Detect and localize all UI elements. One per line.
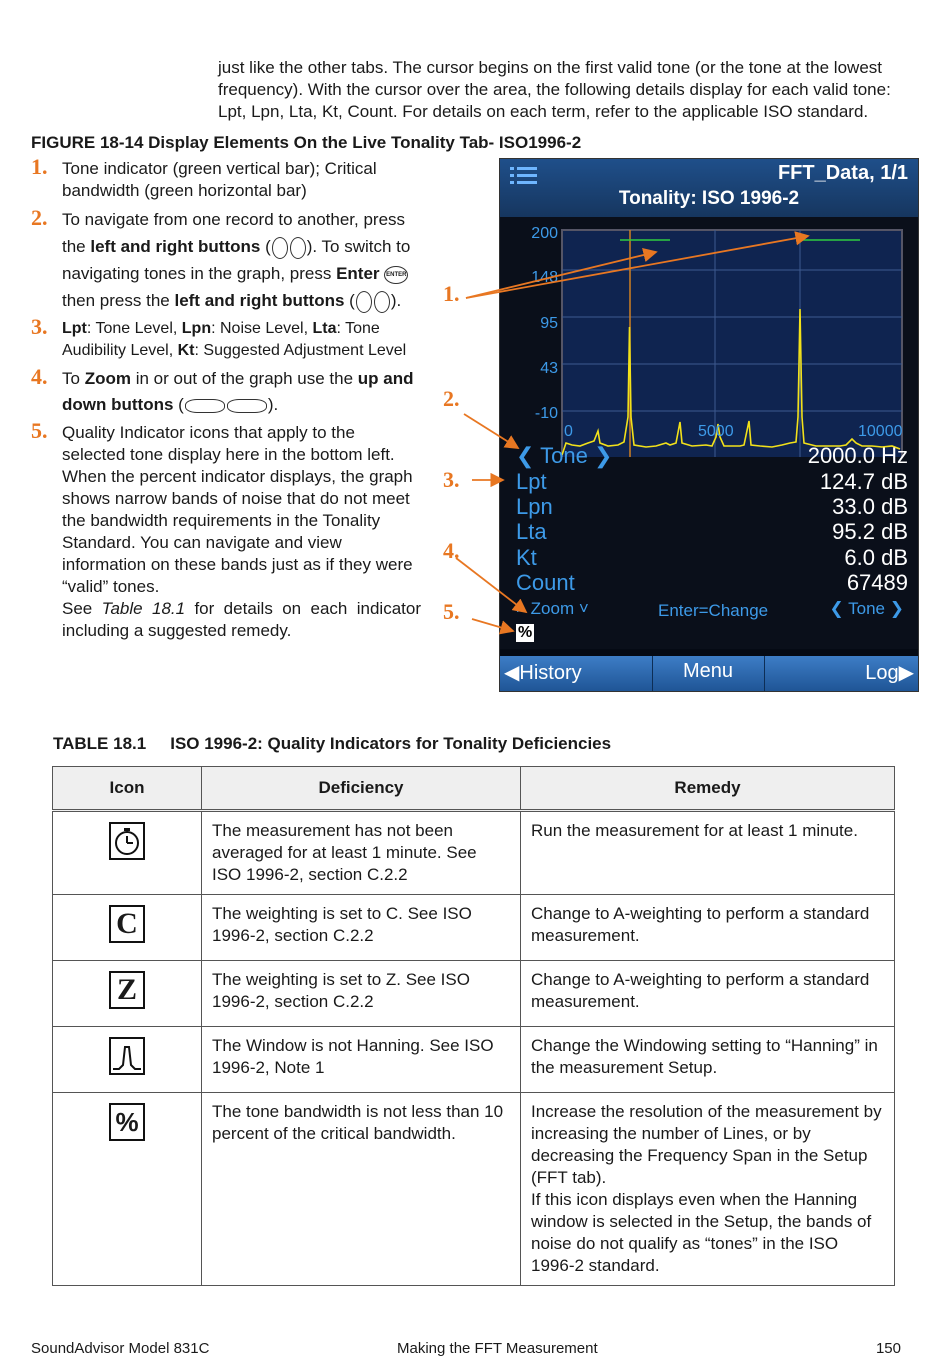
table-row <box>53 811 895 895</box>
page-number: 150 <box>875 1340 901 1357</box>
table-title: ISO 1996-2: Quality Indicators for Tonality Deficiencies <box>170 734 612 753</box>
list-text: : Suggested Adjustment Level <box>194 342 407 359</box>
deficiency-cell: The measurement has not been averaged for at least 1 minute. See ISO 1996-2, section C.2.2 <box>202 811 521 895</box>
table-row <box>53 895 895 961</box>
metric-label: Count <box>516 570 575 595</box>
callout-list <box>31 154 421 646</box>
remedy-text: If this icon displays even when the Hanning window is selected in the Setup, the bands of noise do not qualify as “tones” in the ISO 1996-2 standard. <box>531 1190 872 1275</box>
right-button-icon <box>290 237 306 259</box>
metric-label: Lta <box>516 519 547 544</box>
tone-navigator[interactable] <box>516 443 612 469</box>
softkey-divider <box>652 656 653 691</box>
list-bold: left and right buttons <box>174 291 345 310</box>
intro-text: just like the other tabs. The cursor begins on the first valid tone (or the tone at the lowest frequency). With the cursor over the area, the following details display for each valid tone: Lpt, Lpn, Lta, Kt, Count. For details on each term, refer to the applicable ISO standard. <box>218 58 891 121</box>
metric-label: Lpn <box>516 494 553 519</box>
x-tick: 10000 <box>858 423 903 440</box>
metric-value: 95.2 dB <box>832 519 908 544</box>
zoom-label: Zoom <box>530 599 575 618</box>
y-tick: 148 <box>531 269 558 286</box>
log-label: Log <box>865 662 899 684</box>
chevron-left-icon[interactable]: ❮ <box>829 599 844 618</box>
list-bold: up and down buttons <box>62 369 414 414</box>
chevron-right-icon[interactable]: ❯ <box>594 443 613 468</box>
figure-caption: FIGURE 18-14 Display Elements On the Live Tonality Tab- ISO1996-2 <box>31 133 582 152</box>
list-text: To <box>62 369 85 388</box>
list-bold: Lta <box>312 320 337 337</box>
device-screen <box>499 158 919 692</box>
footer-section: Making the FFT Measurement <box>397 1340 598 1357</box>
y-tick: 200 <box>531 225 558 242</box>
callout-5: 5. <box>443 599 460 624</box>
right-button-icon <box>374 291 390 313</box>
list-item-2 <box>31 206 421 314</box>
menu-list-icon[interactable] <box>510 165 538 187</box>
c-weighting-icon: C <box>109 905 145 943</box>
tone-label: Tone <box>540 443 588 468</box>
table-row <box>53 1027 895 1093</box>
table-row <box>53 961 895 1027</box>
metric-label: Kt <box>516 545 537 570</box>
column-header: Icon <box>53 767 202 811</box>
callout-3: 3. <box>443 467 460 492</box>
file-title: FFT_Data, 1/1 <box>777 162 908 184</box>
list-bold: Zoom <box>84 369 131 388</box>
remedy-cell: Change to A-weighting to perform a standard measurement. <box>521 961 895 1027</box>
icon-cell <box>53 895 202 961</box>
stopwatch-icon <box>109 822 145 860</box>
list-text: Quality Indicator icons that apply to the selected tone display here in the bottom left. When the percent indicator displays, the graph shows narrow bands of noise that do not meet the bandwidth requirements in the Tonality Standard. You can navigate and view information on these bands just as if they were “valid” tones. <box>62 423 413 596</box>
remedy-cell <box>521 1093 895 1286</box>
metric-label: Lpt <box>516 469 547 494</box>
left-button-icon <box>272 237 288 259</box>
tone-small-navigator[interactable] <box>829 599 904 619</box>
table-row <box>53 1093 895 1286</box>
history-label: History <box>519 662 582 684</box>
see-table-note <box>62 598 421 642</box>
intro-paragraph <box>218 57 923 123</box>
column-header: Deficiency <box>202 767 521 811</box>
percent-icon: % <box>109 1103 145 1141</box>
list-text: ). To switch to navigating tones in the graph, press <box>62 237 411 283</box>
list-text: ). <box>390 291 402 310</box>
table-number: TABLE 18.1 <box>53 734 147 753</box>
chevron-down-icon[interactable]: ˅ <box>578 599 589 618</box>
up-button-icon <box>185 399 225 413</box>
x-tick: 5000 <box>698 423 734 440</box>
list-text: in or out of the graph use the <box>130 369 358 388</box>
remedy-cell: Change the Windowing setting to “Hanning” in the measurement Setup. <box>521 1027 895 1093</box>
list-bold: left and right buttons <box>90 237 261 256</box>
callout-2: 2. <box>443 386 460 411</box>
list-text: for details on each indicator including a suggested remedy. <box>62 599 421 640</box>
column-header: Remedy <box>521 767 895 811</box>
list-number: 3. <box>31 314 48 339</box>
list-text: To navigate from one record to another, press the <box>62 210 406 256</box>
zoom-control[interactable] <box>516 599 589 619</box>
footer-product: SoundAdvisor Model 831C <box>31 1340 210 1357</box>
table-reference: Table 18.1 <box>101 599 186 618</box>
y-tick: 95 <box>540 315 558 332</box>
list-number: 1. <box>31 154 48 179</box>
device-header <box>500 159 918 217</box>
metric-value: 6.0 dB <box>844 545 908 570</box>
softkey-divider <box>764 656 765 691</box>
remedy-cell: Run the measurement for at least 1 minute. <box>521 811 895 895</box>
y-tick: -10 <box>534 405 558 422</box>
list-item-1 <box>31 154 421 202</box>
deficiency-cell: The Window is not Hanning. See ISO 1996-2, Note 1 <box>202 1027 521 1093</box>
list-text: : Tone Audibility Level, <box>62 320 380 359</box>
metric-value: 67489 <box>846 570 908 595</box>
deficiency-cell: The weighting is set to C. See ISO 1996-2, section C.2.2 <box>202 895 521 961</box>
chevron-left-icon[interactable]: ❮ <box>516 443 535 468</box>
history-softkey[interactable]: ◀History <box>504 662 582 684</box>
x-tick: 0 <box>564 423 573 440</box>
icon-cell <box>53 1093 202 1286</box>
list-text: See <box>62 599 102 618</box>
list-text: ). <box>267 395 279 414</box>
list-bold: Lpn <box>181 320 212 337</box>
list-text: : Tone Level, <box>86 320 182 337</box>
list-text: ( <box>260 237 271 256</box>
enter-button-icon: ENTER <box>384 266 408 284</box>
icon-cell <box>53 811 202 895</box>
enter-change-hint: Enter=Change <box>658 601 769 620</box>
remedy-text: Increase the resolution of the measurement by increasing the number of Lines, or by decreasing the Frequency Span in the Setup (FFT tab). <box>531 1102 882 1187</box>
icon-cell <box>53 1027 202 1093</box>
list-bold: Enter <box>336 264 380 283</box>
list-text: ( <box>344 291 355 310</box>
list-text: ( <box>173 395 184 414</box>
table-header-row <box>53 767 895 811</box>
icon-cell <box>53 961 202 1027</box>
z-weighting-icon: Z <box>109 971 145 1009</box>
list-number: 2. <box>31 205 48 230</box>
metric-value: 33.0 dB <box>832 494 908 519</box>
chevron-up-icon[interactable]: ˄ <box>516 599 526 618</box>
list-number: 5. <box>31 418 48 443</box>
list-number: 4. <box>31 364 48 389</box>
list-text: : Noise Level, <box>211 320 313 337</box>
callout-4: 4. <box>443 538 460 563</box>
tonality-title: Tonality: ISO 1996-2 <box>618 188 800 209</box>
list-item-3 <box>31 314 421 362</box>
down-button-icon <box>227 399 267 413</box>
list-text: then press the <box>62 291 175 310</box>
remedy-cell: Change to A-weighting to perform a standard measurement. <box>521 895 895 961</box>
tone-small-label: Tone <box>848 599 886 618</box>
list-item-4 <box>31 366 421 418</box>
y-tick: 43 <box>540 360 558 377</box>
menu-softkey[interactable]: Menu <box>683 660 734 682</box>
softkey-bar <box>500 656 918 691</box>
list-item-5 <box>31 418 421 642</box>
percent-quality-icon: % <box>518 624 533 641</box>
metric-value: 124.7 dB <box>819 469 908 494</box>
chevron-right-icon[interactable]: ❯ <box>889 599 904 618</box>
quality-indicator-table <box>52 766 895 1286</box>
list-text: Tone indicator (green vertical bar); Critical bandwidth (green horizontal bar) <box>62 159 377 200</box>
window-shape-icon <box>109 1037 145 1075</box>
list-bold: Lpt <box>62 320 87 337</box>
spectrum-plot[interactable] <box>500 217 918 457</box>
deficiency-cell: The tone bandwidth is not less than 10 percent of the critical bandwidth. <box>202 1093 521 1286</box>
log-softkey[interactable]: Log▶ <box>865 662 914 684</box>
list-bold: Kt <box>177 342 195 359</box>
deficiency-cell: The weighting is set to Z. See ISO 1996-2, section C.2.2 <box>202 961 521 1027</box>
callout-1: 1. <box>443 281 460 306</box>
table-caption <box>53 734 611 754</box>
tone-frequency: 2000.0 Hz <box>807 443 908 468</box>
left-button-icon <box>356 291 372 313</box>
